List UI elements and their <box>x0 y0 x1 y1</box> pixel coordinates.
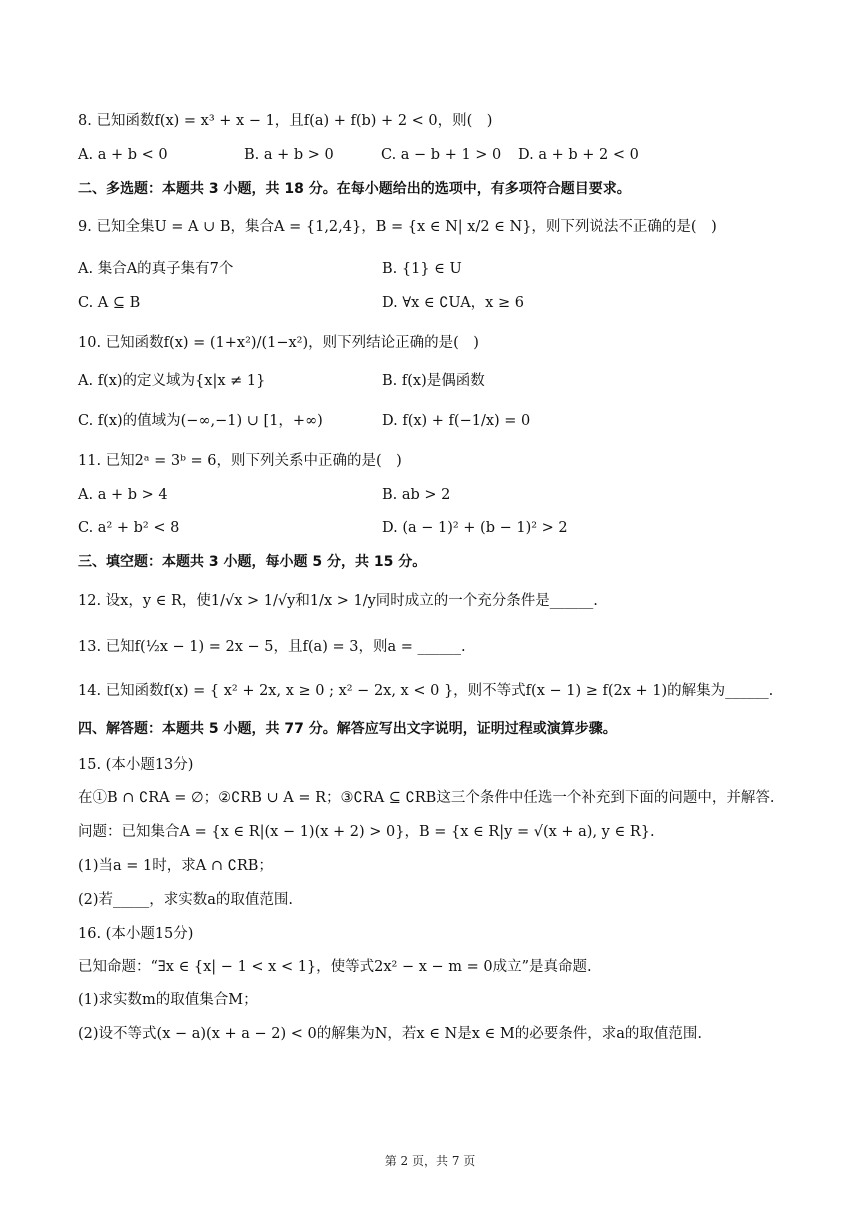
question-8-options <box>0 146 860 164</box>
q8-option-b: B. a + b > 0 <box>244 147 334 163</box>
q8-option-c: C. a − b + 1 > 0 <box>381 147 502 163</box>
question-10-stem: 10. 已知函数f(x) = (1+x²)/(1−x²)，则下列结论正确的是( ) <box>78 335 479 351</box>
question-8-stem: 8. 已知函数f(x) = x³ + x − 1，且f(a) + f(b) + 2 < 0，则( ) <box>78 113 493 129</box>
question-15-part-1: (1)当a = 1时，求A ∩ ∁RB； <box>78 858 273 874</box>
q9-option-a: A. 集合A的真子集有7个 <box>78 261 234 277</box>
section-2-heading: 二、多选题：本题共 3 小题，共 18 分。在每小题给出的选项中，有多项符合题目要求。 <box>78 181 631 197</box>
q10-option-d: D. f(x) + f(−1/x) = 0 <box>382 413 531 429</box>
q9-option-b: B. {1} ∈ U <box>382 261 462 277</box>
question-14: 14. 已知函数f(x) = { x² + 2x, x ≥ 0 ; x² − 2x, x < 0 }，则不等式f(x − 1) ≥ f(2x + 1)的解集为______. <box>78 683 774 699</box>
q11-option-a: A. a + b > 4 <box>78 487 168 503</box>
q11-option-d: D. (a − 1)² + (b − 1)² > 2 <box>382 520 568 536</box>
q9-option-c: C. A ⊆ B <box>78 295 141 311</box>
section-3-heading: 三、填空题：本题共 3 小题，每小题 5 分，共 15 分。 <box>78 554 427 570</box>
page-footer: 第 2 页，共 7 页 <box>384 1154 476 1168</box>
question-11-stem: 11. 已知2ᵃ = 3ᵇ = 6，则下列关系中正确的是( ) <box>78 453 402 469</box>
question-9-stem: 9. 已知全集U = A ∪ B，集合A = {1,2,4}，B = {x ∈ N| x/2 ∈ N}，则下列说法不正确的是( ) <box>78 219 717 235</box>
question-15-title: 15. (本小题13分) <box>78 757 194 773</box>
q8-option-d: D. a + b + 2 < 0 <box>518 147 639 163</box>
q8-option-a: A. a + b < 0 <box>78 147 168 163</box>
section-4-heading: 四、解答题：本题共 5 小题，共 77 分。解答应写出文字说明，证明过程或演算步骤。 <box>78 721 617 737</box>
question-16-part-2: (2)设不等式(x − a)(x + a − 2) < 0的解集为N，若x ∈ N是x ∈ M的必要条件，求a的取值范围. <box>78 1026 702 1042</box>
question-16-part-1: (1)求实数m的取值集合M； <box>78 992 258 1008</box>
q10-option-b: B. f(x)是偶函数 <box>382 373 485 389</box>
question-12: 12. 设x，y ∈ R，使1/√x > 1/√y和1/x > 1/y同时成立的一个充分条件是______. <box>78 593 598 609</box>
question-13: 13. 已知f(½x − 1) = 2x − 5，且f(a) = 3，则a = ______. <box>78 639 466 655</box>
question-15-line-2: 问题：已知集合A = {x ∈ R|(x − 1)(x + 2) > 0}，B = {x ∈ R|y = √(x + a), y ∈ R}. <box>78 824 655 840</box>
question-15-line-1: 在①B ∩ ∁RA = ∅；②∁RB ∪ A = R；③∁RA ⊆ ∁RB这三个条件中任选一个补充到下面的问题中，并解答. <box>78 790 775 806</box>
q11-option-b: B. ab > 2 <box>382 487 451 503</box>
q10-option-a: A. f(x)的定义域为{x|x ≠ 1} <box>78 373 266 389</box>
question-16-title: 16. (本小题15分) <box>78 926 194 942</box>
q11-option-c: C. a² + b² < 8 <box>78 520 180 536</box>
question-16-line-1: 已知命题：“∃x ∈ {x| − 1 < x < 1}，使等式2x² − x − m = 0成立”是真命题. <box>78 959 592 975</box>
q10-option-c: C. f(x)的值域为(−∞,−1) ∪ [1，+∞) <box>78 413 323 429</box>
q9-option-d: D. ∀x ∈ ∁UA，x ≥ 6 <box>382 295 524 311</box>
question-15-part-2: (2)若_____，求实数a的取值范围. <box>78 892 294 908</box>
